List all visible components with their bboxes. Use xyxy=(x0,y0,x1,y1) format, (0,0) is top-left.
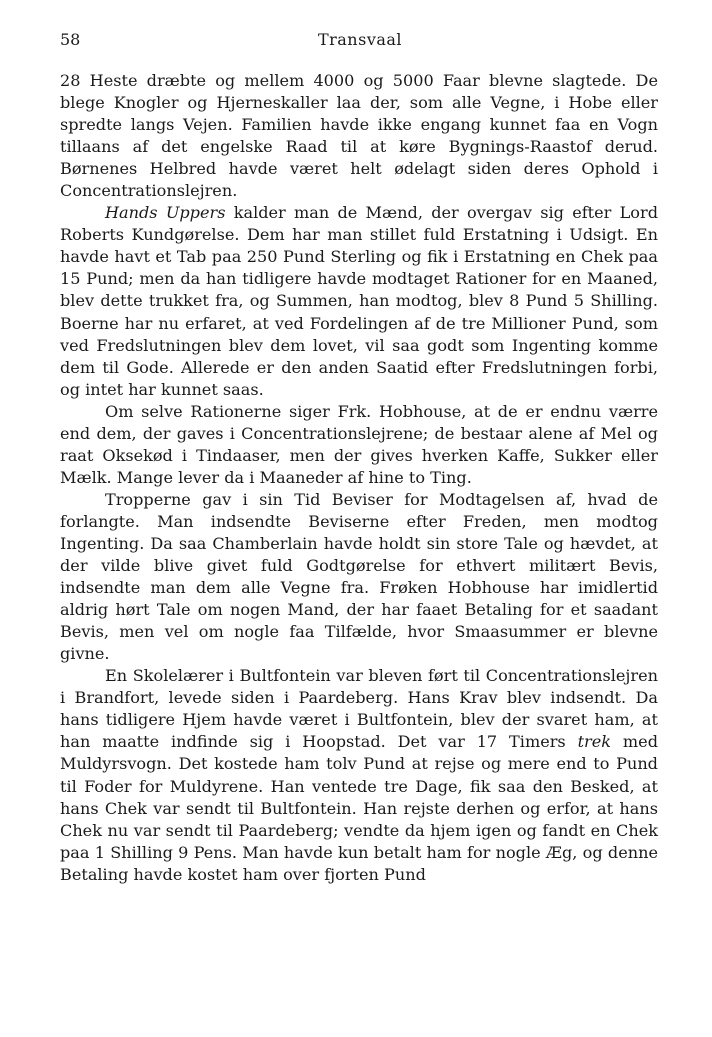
page-number: 58 xyxy=(60,30,81,49)
paragraph-5-text-a: En Skolelærer i Bultfontein var bleven ført til Concentrationslejren i Brandfort, levede siden i Paardeberg. Hans Krav blev indsendt. Da hans tidligere Hjem havde været i Bultfontein, blev der svaret ham, at han maatte indfinde sig i Hoopstad. Det var 17 Timers xyxy=(60,666,658,752)
paragraph-1 xyxy=(60,70,658,202)
running-title: Transvaal xyxy=(317,30,403,49)
paragraph-4-text: Tropperne gav i sin Tid Beviser for Modtagelsen af, hvad de forlangte. Man indsendte Beviserne efter Freden, men modtog Ingenting. Da saa Chamberlain havde holdt sin store Tale og hævdet, at der vilde blive givet fuld Godtgørelse for ethvert militært Bevis, indsendte man dem alle Vegne fra. Frøken Hobhouse har imidlertid aldrig hørt Tale om nogen Mand, der har faaet Betaling for et saadant Bevis, men vel om nogle faa Tilfælde, hvor Smaasummer er blevne givne. xyxy=(60,489,658,664)
paragraph-5 xyxy=(60,665,658,885)
paragraph-3-text: Om selve Rationerne siger Frk. Hobhouse, at de er endnu værre end dem, der gaves i Concentrationslejrene; de bestaar alene af Mel og raat Oksekød i Tindaaser, men der gives hverken Kaffe, Sukker eller Mælk. Mange lever da i Maaneder af hine to Ting. xyxy=(60,401,658,487)
paragraph-5-italic-term: trek xyxy=(577,732,612,752)
paragraph-2-text: kalder man de Mænd, der overgav sig efter Lord Roberts Kundgørelse. Dem har man stillet fuld Erstatning i Udsigt. En havde havt et Tab paa 250 Pund Sterling og fik i Erstatning en Chek paa 15 Pund; men da han tidligere havde modtaget Rationer for en Maaned, blev dette trukket fra, og Summen, han modtog, blev 8 Pund 5 Shilling. Boerne har nu erfaret, at ved Fordelingen af de tre Millioner Pund, som ved Fredslutningen blev dem lovet, vil saa godt som Ingenting komme dem til Gode. Allerede er den anden Saatid efter Fredslutningen forbi, og intet har kunnet saas. xyxy=(60,203,658,399)
body-text xyxy=(60,70,658,886)
paragraph-2-italic-term: Hands Uppers xyxy=(105,203,226,223)
paragraph-1-text: 28 Heste dræbte og mellem 4000 og 5000 Faar blevne slagtede. De blege Knogler og Hjerneskaller laa der, som alle Vegne, i Hobe eller spredte langs Vejen. Familien havde ikke engang kunnet faa en Vogn tillaans af det engelske Raad til at køre Bygnings-Raastof derud. Børnenes Helbred havde været helt ødelagt siden deres Ophold i Concentrationslejren. xyxy=(60,71,658,201)
paragraph-3 xyxy=(60,401,658,489)
paragraph-4 xyxy=(60,489,658,665)
paragraph-5-text-b: med Muldyrsvogn. Det kostede ham tolv Pund at rejse og mere end to Pund til Foder for Muldyrene. Han ventede tre Dage, fik saa den Besked, at hans Chek var sendt til Bultfontein. Han rejste derhen og erfor, at hans Chek nu var sendt til Paardeberg; vendte da hjem igen og fandt en Chek paa 1 Shilling 9 Pens. Man havde kun betalt ham for nogle Æg, og denne Betaling havde kostet ham over fjorten Pund xyxy=(60,732,658,884)
paragraph-2 xyxy=(60,202,658,400)
page-header xyxy=(60,30,660,54)
